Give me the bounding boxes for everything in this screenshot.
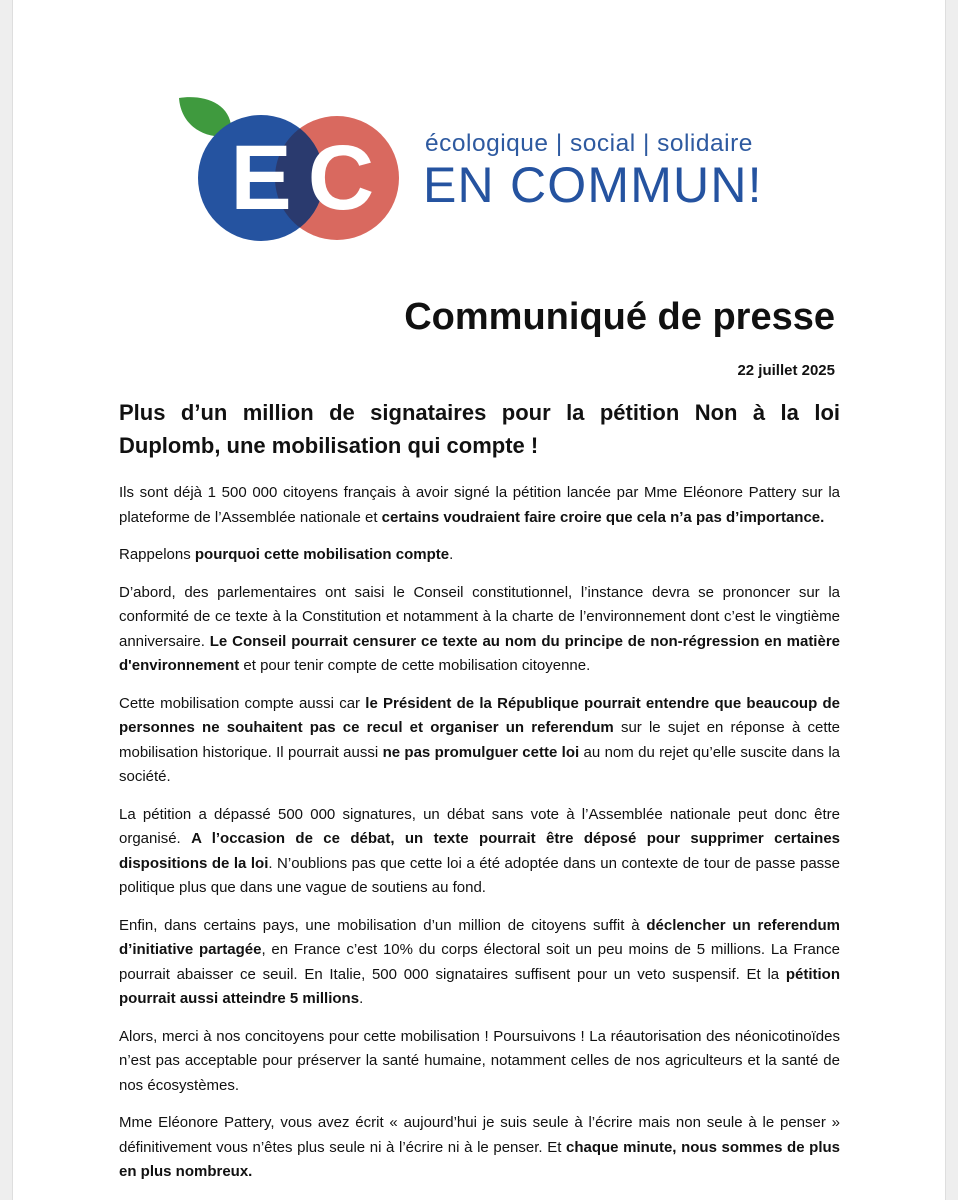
bold-text-run: chaque minute, nous sommes de plus en plus nombreux. [119,1138,840,1180]
text-run: Alors, merci à nos concitoyens pour cette mobilisation ! Poursuivons ! La réautorisation des néonicotinoïdes n’est pas acceptable pour préserver la santé humaine, notamment celles de nos agriculteurs et la santé de nos écosystèmes. [119,1027,840,1094]
text-run: au nom du rejet qu’elle suscite dans la société. [119,743,841,785]
document-page [12,0,946,1200]
logo-letter-c: C [307,127,375,229]
bold-text-run: Le Conseil pourrait censurer ce texte au nom du principe de non-régression en matière d'environnement [119,632,840,674]
body-paragraph [119,543,840,568]
text-run: D’abord, des parlementaires ont saisi le Conseil constitutionnel, l’instance devra se prononcer sur la conformité de ce texte à la Constitution et notamment à la charte de l’environnement dont c’est le vingtième anniversaire. [119,583,840,650]
text-run: Ils sont déjà 1 500 000 citoyens français à avoir signé la pétition lancée par Mme Eléonore Pattery sur la plateforme de l’Assemblée nationale et [119,484,840,526]
text-run: , en France c’est 10% du corps électoral soit un peu moins de 5 millions. La France pourrait abaisser ce seuil. En Italie, 500 000 signataires suffisent pour un veto suspensif. Et la [119,941,841,983]
text-run: . [359,990,364,1007]
text-run: Cette mobilisation compte aussi car [119,694,366,712]
body-paragraph [119,1025,840,1099]
bold-text-run: le Président de la République pourrait entendre que beaucoup de personnes ne souhaitent pas ce recul et organiser un referendum [119,694,841,736]
bold-text-run: certains voudraient faire croire que cela n’a pas d’importance. [381,508,825,526]
text-run: La pétition a dépassé 500 000 signatures, un débat sans vote à l’Assemblée nationale peut donc être organisé. [119,805,840,847]
bold-text-run: A l’occasion de ce débat, un texte pourrait être déposé pour supprimer certaines dispositions de la loi [119,830,840,872]
bold-text-run: pétition pourrait aussi atteindre 5 millions [119,965,840,1007]
press-release-body [119,481,840,1198]
body-paragraph [119,692,840,790]
body-paragraph [119,1111,840,1185]
text-run: et pour tenir compte de cette mobilisation citoyenne. [239,657,591,674]
bold-text-run: déclencher un referendum d’initiative partagée [119,916,841,958]
tagline: écologique | social | solidaire [425,130,753,157]
bold-text-run: pourquoi cette mobilisation compte [194,546,450,563]
logo-letter-e: E [230,127,292,229]
bold-text-run: ne pas promulguer cette loi [382,743,580,761]
en-commun-logo-icon [165,96,415,246]
body-paragraph [119,481,840,530]
brand-name: EN COMMUN! [423,157,763,213]
text-run: Rappelons [119,546,195,563]
press-release-headline: Plus d’un million de signataires pour la pétition Non à la loi Duplomb, une mobilisation qui compte ! [119,400,840,458]
text-run: Enfin, dans certains pays, une mobilisation d’un million de citoyens suffit à [119,916,647,934]
body-paragraph [119,581,840,679]
text-run: . N’oublions pas que cette loi a été adoptée dans un contexte de tour de passe passe politique plus que dans une vague de soutiens au fond. [119,854,840,896]
text-run: . [449,546,454,563]
body-paragraph [119,914,840,1012]
text-run: Mme Eléonore Pattery, vous avez écrit « aujourd’hui je suis seule à l’écrire mais non seule à le penser » définitivement vous n’êtes plus seule ni à l’écrire ni à le penser. Et [119,1114,840,1156]
press-release-date: 22 juillet 2025 [737,362,835,379]
body-paragraph [119,803,840,901]
document-type-title: Communiqué de presse [404,296,835,338]
text-run: sur le sujet en réponse à cette mobilisation historique. Il pourrait aussi [119,719,840,761]
